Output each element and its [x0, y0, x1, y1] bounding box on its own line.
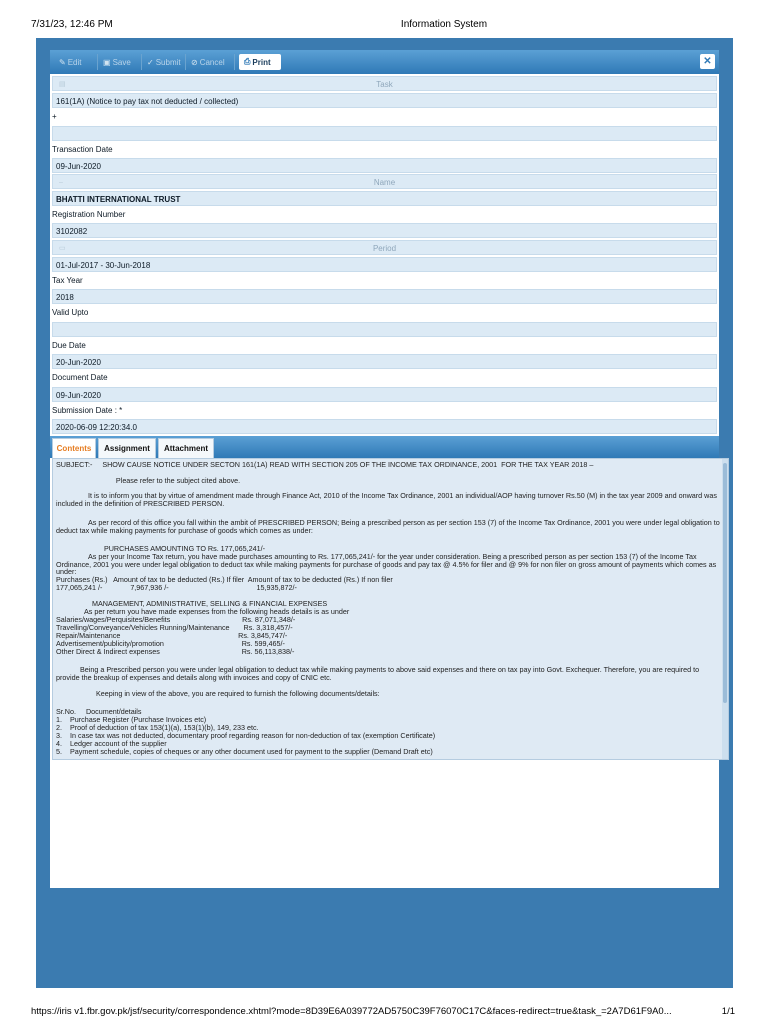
notice-content[interactable]	[52, 458, 729, 760]
paragraph: As per record of this office you fall within the ambit of PRESCRIBED PERSON; Being a prescribed person as per section 153 (7) of the Income Tax Ordinance, 2001 you were under legal obligation to deduct tax while making payments for purchase of goods which comes as under:	[56, 518, 722, 535]
print-doc-title: Information System	[400, 19, 488, 30]
tab-contents[interactable]: Contents	[52, 438, 96, 458]
print-datetime: 7/31/23, 12:46 PM	[31, 19, 113, 30]
mgmt-heading: MANAGEMENT, ADMINISTRATIVE, SELLING & FINANCIAL EXPENSES	[56, 599, 328, 608]
subject-line: SUBJECT:- SHOW CAUSE NOTICE UNDER SECTON 161(1A) READ WITH SECTION 205 OF THE INCOME TAX ORDINANCE, 2001 FOR THE TAX YEAR 2018 –	[56, 460, 594, 469]
document-date-label: Document Date	[52, 370, 717, 385]
content-tabs	[50, 436, 719, 458]
app-canvas	[36, 38, 733, 988]
registration-label: Registration Number	[52, 207, 717, 222]
expense-line: Repair/Maintenance Rs. 3,845,747/-	[56, 631, 288, 640]
expense-line: Other Direct & Indirect expenses Rs. 56,113,838/-	[56, 647, 295, 656]
check-icon: ✓	[147, 57, 154, 67]
edit-label: Edit	[67, 57, 82, 67]
due-date-field[interactable]: 20-Jun-2020	[52, 354, 717, 369]
submit-button[interactable]	[142, 54, 186, 70]
close-button[interactable]: ✕	[700, 54, 715, 69]
submit-label: Submit	[155, 57, 181, 67]
tab-assignment[interactable]: Assignment	[98, 438, 156, 458]
print-footer	[0, 1004, 768, 1024]
toolbar	[50, 50, 719, 74]
period-field[interactable]: 01-Jul-2017 - 30-Jun-2018	[52, 257, 717, 272]
document-item: 2. Proof of deduction of tax 153(1)(a), 153(1)(b), 149, 233 etc.	[56, 723, 259, 732]
tab-attachment[interactable]: Attachment	[158, 438, 214, 458]
valid-upto-label: Valid Upto	[52, 305, 717, 320]
print-url: https://iris v1.fbr.gov.pk/jsf/security/correspondence.xhtml?mode=8D39E6A039772AD5750C39F76070C17C&faces-redirect=true&task_=2A7D61F9A0...	[31, 1006, 672, 1017]
scrollbar-thumb[interactable]	[723, 463, 727, 703]
registration-field[interactable]: 3102082	[52, 223, 717, 238]
document-date-field[interactable]: 09-Jun-2020	[52, 387, 717, 402]
expense-line: Travelling/Conveyance/Vehicles Running/Maintenance Rs. 3,318,457/-	[56, 623, 293, 632]
purchases-heading: PURCHASES AMOUNTING TO Rs. 177,065,241/-	[56, 544, 266, 553]
submission-date-label: Submission Date : *	[52, 403, 717, 418]
edit-button[interactable]	[54, 54, 98, 70]
mgmt-intro: As per return you have made expenses from the following heads details is as under	[56, 607, 350, 616]
transaction-date-label: Transaction Date	[52, 142, 717, 157]
document-item: 5. Payment schedule, copies of cheques or any other document used for payment to the supplier (Demand Draft etc)	[56, 747, 433, 756]
documents-header: Sr.No. Document/details	[56, 707, 142, 716]
name-field[interactable]: BHATTI INTERNATIONAL TRUST	[52, 191, 717, 206]
task-field[interactable]: 161(1A) (Notice to pay tax not deducted / collected)	[52, 93, 717, 108]
document-item: 3. In case tax was not deducted, documentary proof regarding reason for non-deduction of tax (exemption Certificate)	[56, 731, 436, 740]
name-header[interactable]	[52, 174, 717, 189]
purchases-table-row: 177,065,241 /- 7,967,936 /- 15,935,872/-	[56, 583, 297, 592]
paragraph: Keeping in view of the above, you are required to furnish the following documents/details:	[56, 689, 380, 698]
print-label: Print	[252, 57, 271, 67]
collapse-icon: ▤	[59, 81, 66, 88]
task-header-label: Task	[376, 80, 393, 89]
purchases-table-header: Purchases (Rs.) Amount of tax to be deducted (Rs.) If filer Amount of tax to be deducted (Rs.) If non filer	[56, 575, 393, 584]
due-date-label: Due Date	[52, 338, 717, 353]
save-button[interactable]	[98, 54, 142, 70]
print-page-number: 1/1	[721, 1006, 735, 1017]
transaction-date-field[interactable]: 09-Jun-2020	[52, 158, 717, 173]
printer-icon: ⎙	[244, 57, 251, 66]
blank-field[interactable]	[52, 126, 717, 141]
correspondence-dialog	[50, 50, 722, 888]
cancel-icon: ⊘	[191, 57, 198, 67]
disk-icon: ▣	[103, 57, 111, 67]
name-header-label: Name	[373, 178, 396, 187]
print-button[interactable]	[239, 54, 281, 70]
cancel-button[interactable]	[186, 54, 235, 70]
print-header	[0, 0, 768, 36]
submission-date-field[interactable]: 2020-06-09 12:20:34.0	[52, 419, 717, 434]
collapse-icon: –	[59, 179, 63, 186]
tax-year-field[interactable]: 2018	[52, 289, 717, 304]
tax-year-label: Tax Year	[52, 273, 717, 288]
paragraph: As per your Income Tax return, you have made purchases amounting to Rs. 177,065,241/- for the year under consideration. Being a prescribed person as per section 153 (7) of the Income Tax Ordinance, 2001 you were under legal obligation to deduct tax while making payments for purchase of goods and pay tax @ 4.5% for filer and @ 9% for non filer on gross amount of payments which comes as under:	[56, 552, 719, 577]
document-item: 4. Ledger account of the supplier	[56, 739, 167, 748]
task-header[interactable]	[52, 76, 717, 91]
valid-upto-field[interactable]	[52, 322, 717, 337]
cancel-label: Cancel	[199, 57, 225, 67]
expense-line: Salaries/wages/Perquisites/Benefits Rs. 87,071,348/-	[56, 615, 296, 624]
collapse-icon: ▭	[59, 245, 66, 252]
paragraph: Being a Prescribed person you were under legal obligation to deduct tax while making payments to above said expenses and there on tax pay into Govt. Exchequer. Therefore, you are required to provide the breakup of expenses and details along with invoices and copy of CNIC etc.	[56, 665, 702, 682]
content-scrollbar[interactable]	[722, 459, 728, 759]
paragraph: Please refer to the subject cited above.	[56, 476, 241, 485]
expense-line: Advertisement/publicity/promotion Rs. 599,465/-	[56, 639, 285, 648]
save-label: Save	[112, 57, 131, 67]
paragraph: It is to inform you that by virtue of amendment made through Finance Act, 2010 of the Income Tax Ordinance, 2001 an individual/AOP having turnover Rs.50 (M) in the tax year 2009 and onward was included in the definition of PRESCRIBED PERSON.	[56, 491, 719, 508]
period-header[interactable]	[52, 240, 717, 255]
document-item: 1. Purchase Register (Purchase Invoices etc)	[56, 715, 207, 724]
pencil-icon: ✎	[59, 57, 66, 67]
add-plus[interactable]: +	[52, 109, 717, 124]
period-header-label: Period	[372, 244, 397, 253]
